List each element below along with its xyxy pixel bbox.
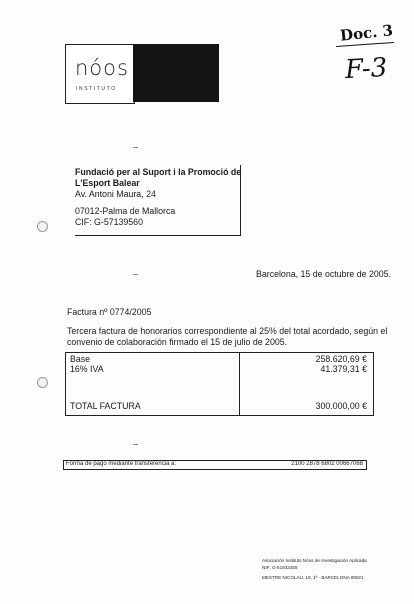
scan-mark [133, 274, 138, 275]
recipient-city: 07012-Palma de Mallorca [75, 206, 176, 216]
payment-label: Forma de pago mediante transferencia a: [66, 461, 177, 467]
iva-value: 41.379,31 € [320, 364, 367, 374]
amounts-table [65, 352, 374, 416]
recipient-street: Av. Antoni Maura, 24 [75, 189, 156, 199]
recipient-name-line2: L'Esport Balear [75, 178, 140, 188]
handwritten-ref-note: F-3 [344, 52, 388, 86]
logo-subtitle: INSTITUTO [76, 86, 117, 92]
recipient-cif: CIF: G-57139560 [75, 217, 143, 227]
invoice-description-line2: convenio de colaboración firmado el 15 de julio de 2005. [67, 337, 288, 347]
base-label: Base [70, 354, 91, 364]
footer-address: MESTRE NICOLAU, 19, 1ª · BARCELONA 08021 [262, 575, 364, 580]
punch-hole [37, 221, 48, 232]
recipient-address [75, 165, 241, 236]
invoice-number: Factura nº 0774/2005 [67, 307, 152, 317]
scan-mark [133, 444, 138, 445]
base-value: 258.620,69 € [315, 354, 367, 364]
invoice-date: Barcelona, 15 de octubre de 2005. [256, 269, 391, 279]
handwritten-doc-note: Doc. 3 [339, 21, 394, 45]
table-divider [239, 353, 240, 415]
payment-account: 2100 2878 6802 00667068 [291, 461, 363, 467]
logo-wordmark: nóos [75, 56, 129, 80]
punch-hole [37, 377, 48, 388]
scan-mark [133, 147, 138, 148]
invoice-description-line1: Tercera factura de honorarios correspondiente al 25% del total acordado, según el [67, 326, 388, 336]
logo-dark-block [133, 44, 219, 102]
footer-nif: NIF: G-61932455 [262, 565, 298, 570]
iva-label: 16% IVA [70, 364, 104, 374]
footer-org-name: Asociación Instituto Nóos de Investigación Aplicada [262, 558, 367, 563]
total-label: TOTAL FACTURA [70, 401, 141, 411]
total-value: 300.000,00 € [315, 401, 367, 411]
recipient-name-line1: Fundació per al Suport i la Promoció de [75, 167, 242, 177]
payment-info-bar [63, 460, 367, 470]
